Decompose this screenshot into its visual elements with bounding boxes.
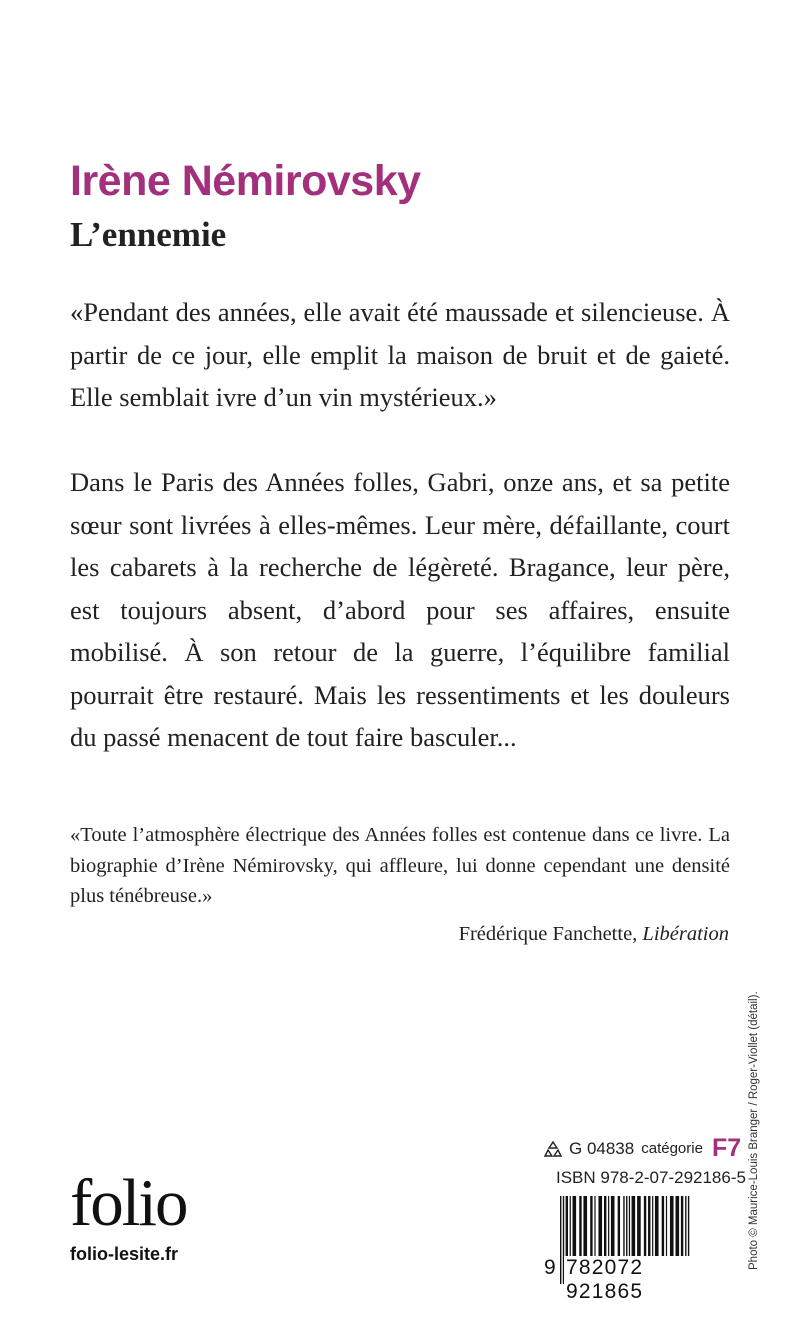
review-author: Frédérique Fanchette, xyxy=(458,923,638,945)
isbn: ISBN 978-2-07-292186-5 xyxy=(556,1168,746,1187)
barcode-bar xyxy=(604,1196,606,1256)
barcode-bar xyxy=(608,1196,609,1256)
barcode-bar xyxy=(629,1196,630,1256)
barcode-number xyxy=(544,1253,724,1303)
barcode-bar xyxy=(676,1196,680,1256)
barcode-bar xyxy=(648,1196,650,1256)
barcode-bar xyxy=(598,1196,602,1256)
barcode-bar xyxy=(594,1196,595,1256)
barcode-bar xyxy=(637,1196,641,1256)
folio-logo: folio xyxy=(70,1166,187,1240)
review-publication: Libération xyxy=(642,923,729,945)
excerpt-quote: «Pendant des années, elle avait été maussade et silencieuse. À partir de ce jour, elle emplit la maison de bruit et de gaieté. Elle semblait ivre d’un vin mystérieux.» xyxy=(70,297,730,412)
barcode-bar xyxy=(590,1196,592,1256)
barcode-bar xyxy=(666,1196,667,1256)
book-summary: Dans le Paris des Années folles, Gabri, onze ans, et sa petite sœur sont livrées à elles-mêmes. Leur mère, défaillante, court les cabarets à la recherche de légèreté. Bragance, leur père, est toujours absent, d’abord pour ses affaires, ensuite mobilisé. À son retour de la guerre, l’équilibre familial pourrait être restauré. Mais les ressentiments et les douleurs du passé menacent de tout faire basculer... xyxy=(70,467,730,752)
barcode-bar xyxy=(644,1196,646,1256)
category-label: catégorie xyxy=(641,1140,703,1157)
barcode-bar xyxy=(670,1196,674,1256)
product-code-line xyxy=(544,1134,741,1163)
author-name: Irène Némirovsky xyxy=(70,157,421,205)
barcode-digits: 782072 921865 xyxy=(564,1256,724,1304)
barcode-bar xyxy=(579,1196,581,1256)
barcode-bar xyxy=(566,1196,568,1256)
publisher-website: folio-lesite.fr xyxy=(70,1244,179,1264)
barcode-bar xyxy=(662,1196,664,1256)
barcode-first-digit: 9 xyxy=(544,1256,556,1279)
barcode-bar xyxy=(652,1196,653,1256)
book-title: L’ennemie xyxy=(70,215,227,254)
barcode-bar xyxy=(632,1196,636,1256)
barcode-bar xyxy=(681,1196,683,1256)
recycle-icon xyxy=(544,1140,562,1158)
review-source xyxy=(459,919,729,949)
category-code: F7 xyxy=(711,1134,742,1162)
barcode-bar xyxy=(655,1196,659,1256)
product-code: G 04838 xyxy=(569,1138,635,1158)
barcode-bar xyxy=(583,1196,587,1256)
barcode-bar xyxy=(611,1196,615,1256)
barcode-bar xyxy=(570,1196,571,1256)
barcode-bar xyxy=(618,1196,620,1256)
barcode-bar xyxy=(573,1196,577,1256)
photo-credit: Photo © Maurice-Louis Branger / Roger-Viollet (détail). xyxy=(748,991,760,1270)
press-review: «Toute l’atmosphère électrique des Années folles est contenue dans ce livre. La biographie d’Irène Némirovsky, qui affleure, lui donne cependant une densité plus ténébreuse.» xyxy=(70,824,730,907)
